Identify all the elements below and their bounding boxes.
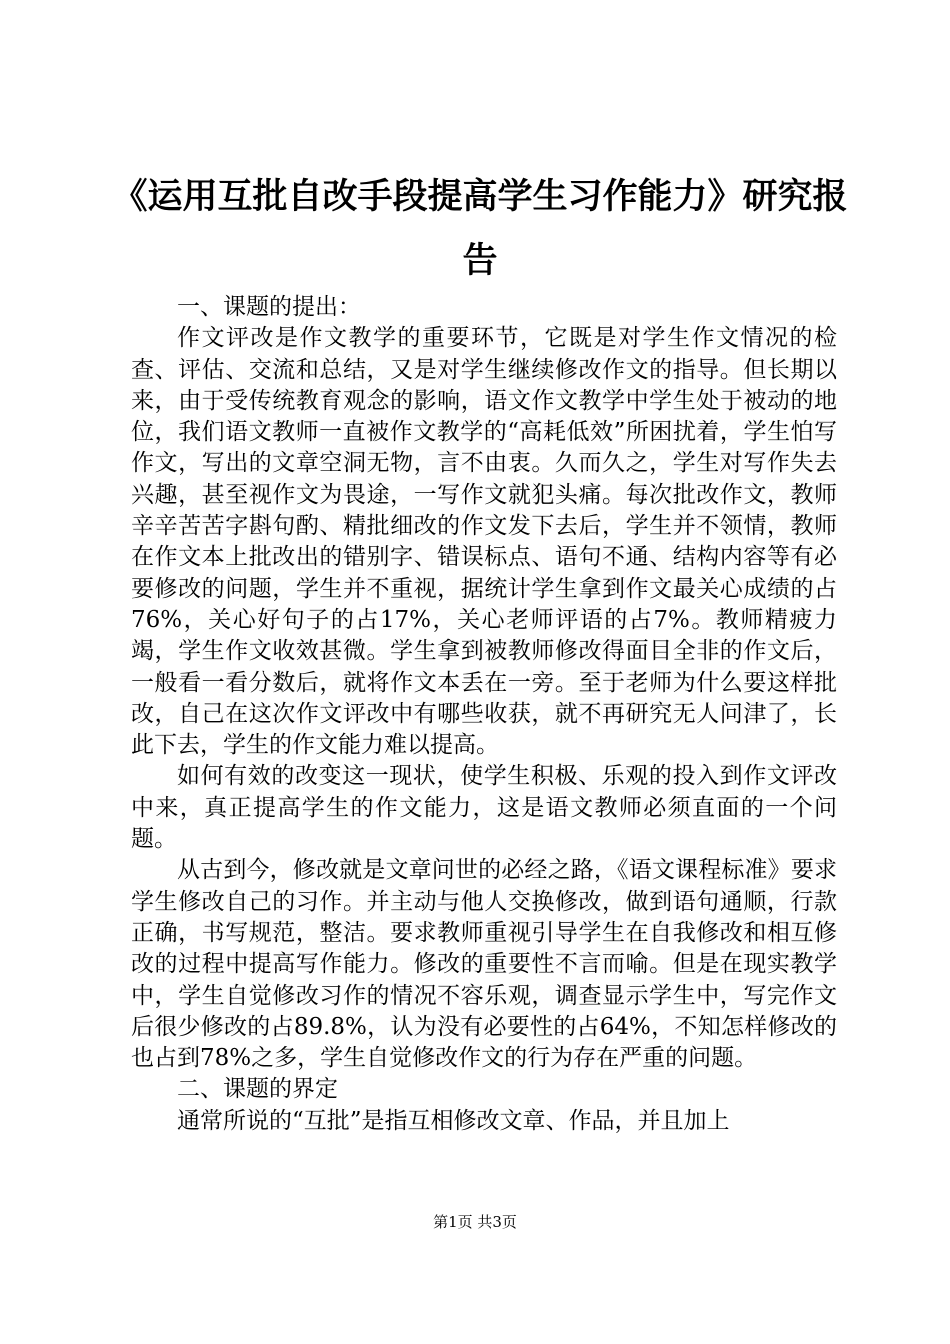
document-title: 《运用互批自改手段提高学生习作能力》研究报告	[112, 176, 848, 281]
section-heading-2: 二、课题的界定	[177, 1076, 338, 1103]
body-paragraph: 通常所说的“互批”是指互相修改文章、作品，并且加上	[177, 1107, 730, 1134]
body-paragraph: 作文评改是作文教学的重要环节，它既是对学生作文情况的检查、评估、交流和总结，又是对学生继续修改作文的指导。但长期以来，由于受传统教育观念的影响，语文作文教学中学生处于被动的地位，我们语文教师一直被作文教学的“高耗低效”所困扰着，学生怕写作文，写出的文章空洞无物，言不由衷。久而久之，学生对写作失去兴趣，甚至视作文为畏途，一写作文就犯头痛。每次批改作文，教师辛辛苦苦字斟句酌、精批细改的作文发下去后，学生并不领情，教师在作文本上批改出的错别字、错误标点、语句不通、结构内容等有必要修改的问题，学生并不重视，据统计学生拿到作文最关心成绩的占76%，关心好句子的占17%，关心老师评语的占7%。教师精疲力竭，学生作文收效甚微。学生拿到被教师修改得面目全非的作文后，一般看一看分数后，就将作文本丢在一旁。至于老师为什么要这样批改，自己在这次作文评改中有哪些收获，就不再研究无人问津了，长此下去，学生的作文能力难以提高。	[131, 325, 837, 759]
section-heading-1: 一、课题的提出：	[177, 294, 361, 320]
body-paragraph: 如何有效的改变这一现状，使学生积极、乐观的投入到作文评改中来，真正提高学生的作文能力，这是语文教师必须直面的一个问题。	[131, 763, 837, 853]
page-footer: 第1页 共3页	[433, 1213, 517, 1231]
body-paragraph: 从古到今，修改就是文章问世的必经之路，《语文课程标准》要求学生修改自己的习作。并主动与他人交换修改，做到语句通顺，行款正确，书写规范，整洁。要求教师重视引导学生在自我修改和相互修改的过程中提高写作能力。修改的重要性不言而喻。但是在现实教学中，学生自觉修改习作的情况不容乐观，调查显示学生中，写完作文后很少修改的占89.8%，认为没有必要性的占64%，不知怎样修改的也占到78%之多，学生自觉修改作文的行为存在严重的问题。	[131, 857, 837, 1072]
document-body	[131, 292, 837, 1137]
